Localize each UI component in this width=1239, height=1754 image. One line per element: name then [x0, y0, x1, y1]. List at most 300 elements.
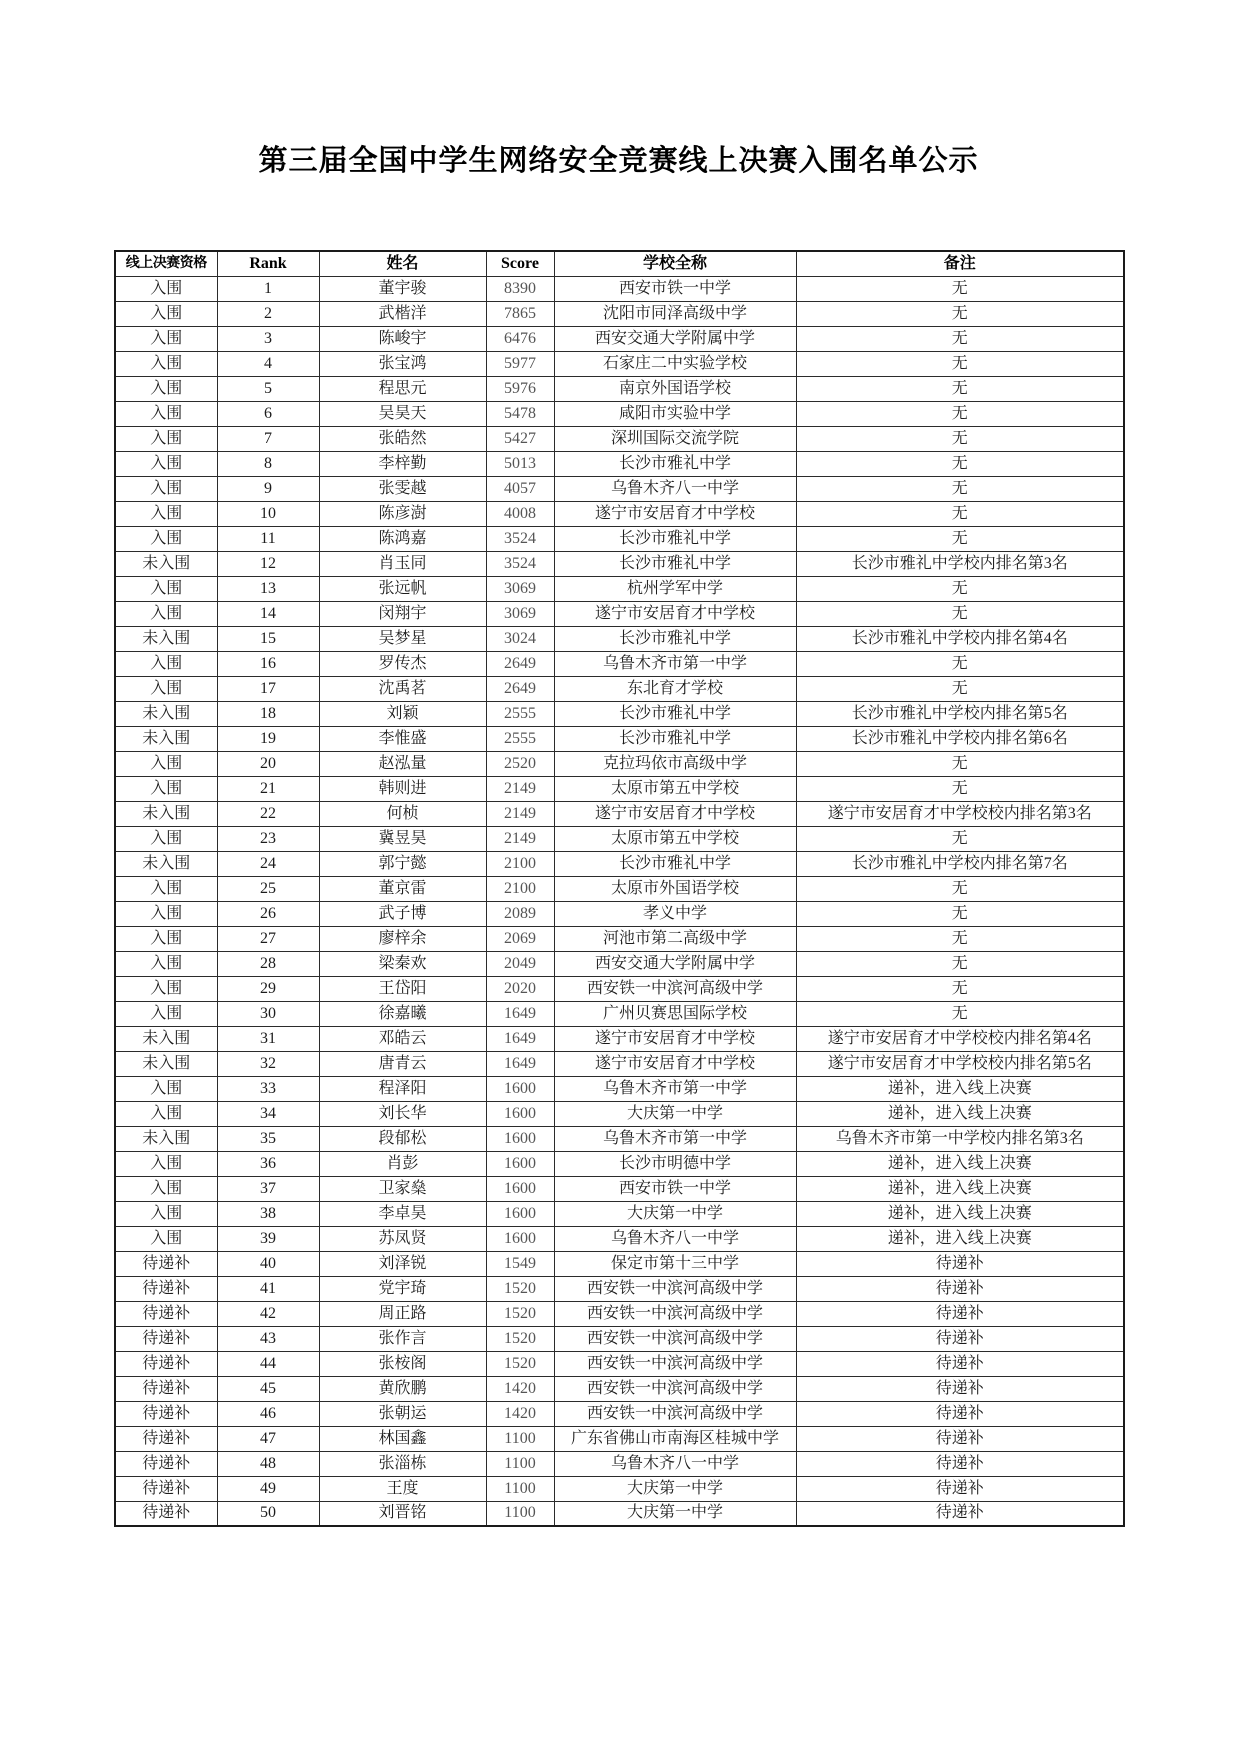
cell-rank: 21	[217, 776, 319, 801]
cell-school: 乌鲁木齐市第一中学	[554, 1076, 796, 1101]
cell-qualification: 未入围	[115, 626, 217, 651]
cell-remark: 无	[796, 451, 1124, 476]
cell-qualification: 待递补	[115, 1351, 217, 1376]
table-row	[115, 351, 1124, 376]
cell-school: 河池市第二高级中学	[554, 926, 796, 951]
table-row	[115, 951, 1124, 976]
cell-school: 遂宁市安居育才中学校	[554, 601, 796, 626]
cell-name: 李卓昊	[319, 1201, 486, 1226]
cell-rank: 32	[217, 1051, 319, 1076]
cell-score: 2089	[486, 901, 554, 926]
cell-qualification: 入围	[115, 376, 217, 401]
cell-rank: 48	[217, 1451, 319, 1476]
cell-qualification: 待递补	[115, 1426, 217, 1451]
table-row	[115, 476, 1124, 501]
cell-name: 刘晋铭	[319, 1501, 486, 1526]
cell-rank: 16	[217, 651, 319, 676]
cell-qualification: 入围	[115, 401, 217, 426]
cell-school: 遂宁市安居育才中学校	[554, 1026, 796, 1051]
cell-score: 2555	[486, 726, 554, 751]
cell-school: 西安交通大学附属中学	[554, 951, 796, 976]
cell-score: 2020	[486, 976, 554, 1001]
cell-name: 李惟盛	[319, 726, 486, 751]
table-row	[115, 1326, 1124, 1351]
table-row	[115, 551, 1124, 576]
cell-score: 2649	[486, 676, 554, 701]
cell-name: 罗传杰	[319, 651, 486, 676]
cell-remark: 递补，进入线上决赛	[796, 1201, 1124, 1226]
cell-name: 郭宁懿	[319, 851, 486, 876]
cell-rank: 34	[217, 1101, 319, 1126]
cell-school: 西安铁一中滨河高级中学	[554, 1351, 796, 1376]
cell-name: 苏凤贤	[319, 1226, 486, 1251]
cell-remark: 遂宁市安居育才中学校校内排名第4名	[796, 1026, 1124, 1051]
cell-school: 太原市第五中学校	[554, 826, 796, 851]
table-row	[115, 426, 1124, 451]
table-row	[115, 1026, 1124, 1051]
table-row	[115, 1126, 1124, 1151]
cell-remark: 无	[796, 651, 1124, 676]
cell-score: 2149	[486, 776, 554, 801]
cell-score: 1600	[486, 1101, 554, 1126]
cell-school: 大庆第一中学	[554, 1476, 796, 1501]
cell-qualification: 入围	[115, 1176, 217, 1201]
header-row	[115, 251, 1124, 276]
cell-name: 刘泽锐	[319, 1251, 486, 1276]
table-row	[115, 726, 1124, 751]
cell-qualification: 待递补	[115, 1276, 217, 1301]
column-header-qualification: 线上决赛资格	[115, 251, 217, 276]
cell-rank: 6	[217, 401, 319, 426]
cell-school: 太原市第五中学校	[554, 776, 796, 801]
cell-qualification: 入围	[115, 1101, 217, 1126]
cell-score: 5427	[486, 426, 554, 451]
table-row	[115, 701, 1124, 726]
cell-school: 遂宁市安居育才中学校	[554, 1051, 796, 1076]
results-table-body	[115, 276, 1124, 1526]
cell-school: 乌鲁木齐八一中学	[554, 1451, 796, 1476]
cell-qualification: 待递补	[115, 1476, 217, 1501]
table-row	[115, 801, 1124, 826]
cell-remark: 无	[796, 401, 1124, 426]
cell-rank: 13	[217, 576, 319, 601]
cell-qualification: 入围	[115, 951, 217, 976]
cell-score: 2649	[486, 651, 554, 676]
cell-remark: 待递补	[796, 1251, 1124, 1276]
cell-rank: 38	[217, 1201, 319, 1226]
cell-remark: 待递补	[796, 1351, 1124, 1376]
cell-rank: 40	[217, 1251, 319, 1276]
column-header-rank: Rank	[217, 251, 319, 276]
cell-name: 冀昱昊	[319, 826, 486, 851]
cell-rank: 4	[217, 351, 319, 376]
cell-qualification: 入围	[115, 301, 217, 326]
table-row	[115, 901, 1124, 926]
cell-qualification: 入围	[115, 751, 217, 776]
cell-name: 吴昊天	[319, 401, 486, 426]
cell-name: 周正路	[319, 1301, 486, 1326]
cell-remark: 无	[796, 326, 1124, 351]
cell-qualification: 待递补	[115, 1401, 217, 1426]
cell-remark: 遂宁市安居育才中学校校内排名第5名	[796, 1051, 1124, 1076]
cell-score: 5013	[486, 451, 554, 476]
cell-name: 武子博	[319, 901, 486, 926]
cell-school: 大庆第一中学	[554, 1101, 796, 1126]
cell-qualification: 入围	[115, 1001, 217, 1026]
cell-remark: 无	[796, 951, 1124, 976]
cell-score: 2149	[486, 801, 554, 826]
cell-remark: 无	[796, 901, 1124, 926]
cell-school: 南京外国语学校	[554, 376, 796, 401]
cell-school: 大庆第一中学	[554, 1501, 796, 1526]
cell-qualification: 未入围	[115, 551, 217, 576]
table-row	[115, 876, 1124, 901]
cell-qualification: 入围	[115, 601, 217, 626]
cell-qualification: 未入围	[115, 851, 217, 876]
cell-school: 长沙市雅礼中学	[554, 526, 796, 551]
cell-remark: 无	[796, 526, 1124, 551]
cell-remark: 递补，进入线上决赛	[796, 1151, 1124, 1176]
cell-qualification: 入围	[115, 776, 217, 801]
cell-qualification: 入围	[115, 476, 217, 501]
cell-rank: 18	[217, 701, 319, 726]
cell-school: 遂宁市安居育才中学校	[554, 501, 796, 526]
cell-qualification: 入围	[115, 1201, 217, 1226]
cell-score: 2555	[486, 701, 554, 726]
table-row	[115, 826, 1124, 851]
cell-remark: 无	[796, 751, 1124, 776]
cell-school: 乌鲁木齐市第一中学	[554, 651, 796, 676]
cell-name: 武楷洋	[319, 301, 486, 326]
cell-rank: 35	[217, 1126, 319, 1151]
table-row	[115, 626, 1124, 651]
cell-rank: 47	[217, 1426, 319, 1451]
cell-name: 陈峻宇	[319, 326, 486, 351]
cell-score: 2049	[486, 951, 554, 976]
cell-remark: 待递补	[796, 1451, 1124, 1476]
cell-remark: 待递补	[796, 1276, 1124, 1301]
cell-score: 1600	[486, 1126, 554, 1151]
table-row	[115, 1101, 1124, 1126]
table-row	[115, 1201, 1124, 1226]
cell-rank: 46	[217, 1401, 319, 1426]
table-row	[115, 1001, 1124, 1026]
cell-qualification: 待递补	[115, 1251, 217, 1276]
cell-remark: 长沙市雅礼中学校内排名第7名	[796, 851, 1124, 876]
cell-rank: 41	[217, 1276, 319, 1301]
cell-qualification: 入围	[115, 876, 217, 901]
cell-school: 保定市第十三中学	[554, 1251, 796, 1276]
cell-name: 董宇骏	[319, 276, 486, 301]
cell-score: 1520	[486, 1326, 554, 1351]
table-row	[115, 1401, 1124, 1426]
cell-name: 陈鸿嘉	[319, 526, 486, 551]
cell-school: 长沙市雅礼中学	[554, 701, 796, 726]
cell-school: 乌鲁木齐八一中学	[554, 476, 796, 501]
cell-qualification: 待递补	[115, 1501, 217, 1526]
table-row	[115, 451, 1124, 476]
cell-remark: 长沙市雅礼中学校内排名第6名	[796, 726, 1124, 751]
cell-remark: 无	[796, 376, 1124, 401]
cell-remark: 无	[796, 601, 1124, 626]
cell-name: 张远帆	[319, 576, 486, 601]
cell-qualification: 入围	[115, 926, 217, 951]
cell-score: 2149	[486, 826, 554, 851]
cell-rank: 27	[217, 926, 319, 951]
cell-school: 长沙市明德中学	[554, 1151, 796, 1176]
cell-name: 沈禹茗	[319, 676, 486, 701]
cell-name: 张宝鸿	[319, 351, 486, 376]
cell-qualification: 入围	[115, 901, 217, 926]
cell-rank: 45	[217, 1376, 319, 1401]
table-row	[115, 976, 1124, 1001]
cell-name: 邓皓云	[319, 1026, 486, 1051]
cell-score: 1600	[486, 1151, 554, 1176]
cell-school: 西安铁一中滨河高级中学	[554, 1301, 796, 1326]
page-title: 第三届全国中学生网络安全竞赛线上决赛入围名单公示	[258, 145, 979, 177]
cell-qualification: 入围	[115, 676, 217, 701]
cell-score: 1600	[486, 1076, 554, 1101]
cell-rank: 23	[217, 826, 319, 851]
cell-name: 张雯越	[319, 476, 486, 501]
cell-school: 深圳国际交流学院	[554, 426, 796, 451]
cell-remark: 无	[796, 301, 1124, 326]
cell-remark: 递补，进入线上决赛	[796, 1226, 1124, 1251]
cell-score: 8390	[486, 276, 554, 301]
cell-rank: 22	[217, 801, 319, 826]
cell-remark: 递补，进入线上决赛	[796, 1076, 1124, 1101]
cell-rank: 50	[217, 1501, 319, 1526]
cell-score: 1100	[486, 1426, 554, 1451]
cell-qualification: 待递补	[115, 1376, 217, 1401]
cell-school: 西安铁一中滨河高级中学	[554, 1376, 796, 1401]
table-row	[115, 601, 1124, 626]
cell-remark: 无	[796, 501, 1124, 526]
cell-name: 唐青云	[319, 1051, 486, 1076]
cell-score: 4008	[486, 501, 554, 526]
cell-score: 1649	[486, 1051, 554, 1076]
cell-score: 1100	[486, 1501, 554, 1526]
cell-school: 石家庄二中实验学校	[554, 351, 796, 376]
cell-score: 1520	[486, 1351, 554, 1376]
cell-rank: 20	[217, 751, 319, 776]
cell-remark: 长沙市雅礼中学校内排名第5名	[796, 701, 1124, 726]
cell-remark: 待递补	[796, 1376, 1124, 1401]
cell-rank: 3	[217, 326, 319, 351]
cell-rank: 25	[217, 876, 319, 901]
table-row	[115, 751, 1124, 776]
table-row	[115, 1301, 1124, 1326]
cell-remark: 无	[796, 426, 1124, 451]
cell-remark: 待递补	[796, 1326, 1124, 1351]
cell-name: 卫家燊	[319, 1176, 486, 1201]
cell-qualification: 入围	[115, 426, 217, 451]
cell-school: 太原市外国语学校	[554, 876, 796, 901]
cell-score: 2520	[486, 751, 554, 776]
column-header-score: Score	[486, 251, 554, 276]
table-row	[115, 526, 1124, 551]
table-row	[115, 651, 1124, 676]
table-row	[115, 851, 1124, 876]
cell-score: 3069	[486, 601, 554, 626]
cell-rank: 19	[217, 726, 319, 751]
cell-name: 董京雷	[319, 876, 486, 901]
table-row	[115, 1076, 1124, 1101]
table-row	[115, 1476, 1124, 1501]
cell-rank: 37	[217, 1176, 319, 1201]
cell-name: 廖梓余	[319, 926, 486, 951]
cell-rank: 5	[217, 376, 319, 401]
cell-qualification: 待递补	[115, 1301, 217, 1326]
cell-name: 何桢	[319, 801, 486, 826]
cell-school: 长沙市雅礼中学	[554, 626, 796, 651]
cell-score: 5977	[486, 351, 554, 376]
cell-score: 3524	[486, 551, 554, 576]
cell-rank: 2	[217, 301, 319, 326]
cell-score: 1600	[486, 1201, 554, 1226]
cell-school: 长沙市雅礼中学	[554, 851, 796, 876]
cell-rank: 7	[217, 426, 319, 451]
column-header-school: 学校全称	[554, 251, 796, 276]
cell-remark: 长沙市雅礼中学校内排名第3名	[796, 551, 1124, 576]
cell-score: 3069	[486, 576, 554, 601]
cell-score: 7865	[486, 301, 554, 326]
table-row	[115, 676, 1124, 701]
cell-rank: 1	[217, 276, 319, 301]
table-row	[115, 1276, 1124, 1301]
cell-qualification: 入围	[115, 826, 217, 851]
table-row	[115, 301, 1124, 326]
table-row	[115, 776, 1124, 801]
table-row	[115, 1176, 1124, 1201]
cell-school: 乌鲁木齐市第一中学	[554, 1126, 796, 1151]
cell-score: 1100	[486, 1476, 554, 1501]
table-row	[115, 1376, 1124, 1401]
cell-rank: 14	[217, 601, 319, 626]
cell-remark: 递补，进入线上决赛	[796, 1101, 1124, 1126]
cell-qualification: 入围	[115, 526, 217, 551]
cell-remark: 乌鲁木齐市第一中学校内排名第3名	[796, 1126, 1124, 1151]
cell-score: 1520	[486, 1276, 554, 1301]
cell-rank: 10	[217, 501, 319, 526]
cell-qualification: 入围	[115, 451, 217, 476]
cell-qualification: 未入围	[115, 1026, 217, 1051]
cell-score: 2100	[486, 876, 554, 901]
table-row	[115, 1351, 1124, 1376]
cell-rank: 31	[217, 1026, 319, 1051]
cell-rank: 26	[217, 901, 319, 926]
cell-name: 徐嘉曦	[319, 1001, 486, 1026]
cell-name: 刘颖	[319, 701, 486, 726]
cell-school: 西安铁一中滨河高级中学	[554, 1276, 796, 1301]
table-row	[115, 326, 1124, 351]
cell-name: 肖彭	[319, 1151, 486, 1176]
cell-score: 1649	[486, 1001, 554, 1026]
cell-score: 1420	[486, 1401, 554, 1426]
cell-remark: 无	[796, 926, 1124, 951]
cell-score: 4057	[486, 476, 554, 501]
cell-rank: 33	[217, 1076, 319, 1101]
cell-qualification: 入围	[115, 351, 217, 376]
table-row	[115, 276, 1124, 301]
cell-qualification: 入围	[115, 976, 217, 1001]
cell-school: 大庆第一中学	[554, 1201, 796, 1226]
cell-school: 西安交通大学附属中学	[554, 326, 796, 351]
cell-name: 刘长华	[319, 1101, 486, 1126]
cell-school: 西安铁一中滨河高级中学	[554, 976, 796, 1001]
cell-remark: 长沙市雅礼中学校内排名第4名	[796, 626, 1124, 651]
table-row	[115, 1501, 1124, 1526]
cell-remark: 无	[796, 276, 1124, 301]
cell-score: 2100	[486, 851, 554, 876]
cell-school: 克拉玛依市高级中学	[554, 751, 796, 776]
cell-remark: 待递补	[796, 1476, 1124, 1501]
cell-remark: 无	[796, 576, 1124, 601]
cell-school: 西安市铁一中学	[554, 1176, 796, 1201]
cell-score: 6476	[486, 326, 554, 351]
cell-score: 1520	[486, 1301, 554, 1326]
cell-name: 吴梦星	[319, 626, 486, 651]
cell-name: 王度	[319, 1476, 486, 1501]
cell-score: 1420	[486, 1376, 554, 1401]
column-header-name: 姓名	[319, 251, 486, 276]
cell-remark: 待递补	[796, 1401, 1124, 1426]
cell-qualification: 入围	[115, 1151, 217, 1176]
cell-school: 长沙市雅礼中学	[554, 451, 796, 476]
cell-qualification: 入围	[115, 501, 217, 526]
cell-score: 3524	[486, 526, 554, 551]
cell-school: 遂宁市安居育才中学校	[554, 801, 796, 826]
cell-score: 1100	[486, 1451, 554, 1476]
column-header-remark: 备注	[796, 251, 1124, 276]
cell-rank: 30	[217, 1001, 319, 1026]
cell-remark: 无	[796, 476, 1124, 501]
cell-rank: 28	[217, 951, 319, 976]
cell-remark: 待递补	[796, 1301, 1124, 1326]
cell-rank: 15	[217, 626, 319, 651]
cell-remark: 待递补	[796, 1426, 1124, 1451]
cell-name: 张淄栋	[319, 1451, 486, 1476]
cell-name: 党宇琦	[319, 1276, 486, 1301]
cell-score: 1600	[486, 1226, 554, 1251]
cell-rank: 36	[217, 1151, 319, 1176]
table-row	[115, 1151, 1124, 1176]
cell-score: 5478	[486, 401, 554, 426]
cell-school: 东北育才学校	[554, 676, 796, 701]
cell-name: 陈彦澍	[319, 501, 486, 526]
cell-remark: 无	[796, 976, 1124, 1001]
cell-school: 长沙市雅礼中学	[554, 551, 796, 576]
cell-school: 沈阳市同泽高级中学	[554, 301, 796, 326]
cell-score: 5976	[486, 376, 554, 401]
table-row	[115, 1051, 1124, 1076]
cell-rank: 49	[217, 1476, 319, 1501]
cell-remark: 无	[796, 1001, 1124, 1026]
cell-rank: 42	[217, 1301, 319, 1326]
cell-score: 1549	[486, 1251, 554, 1276]
cell-name: 程思元	[319, 376, 486, 401]
cell-school: 广东省佛山市南海区桂城中学	[554, 1426, 796, 1451]
cell-qualification: 入围	[115, 651, 217, 676]
cell-rank: 39	[217, 1226, 319, 1251]
cell-name: 张朝运	[319, 1401, 486, 1426]
cell-score: 1600	[486, 1176, 554, 1201]
cell-qualification: 未入围	[115, 801, 217, 826]
cell-remark: 待递补	[796, 1501, 1124, 1526]
cell-name: 王岱阳	[319, 976, 486, 1001]
cell-name: 张皓然	[319, 426, 486, 451]
cell-qualification: 未入围	[115, 1051, 217, 1076]
